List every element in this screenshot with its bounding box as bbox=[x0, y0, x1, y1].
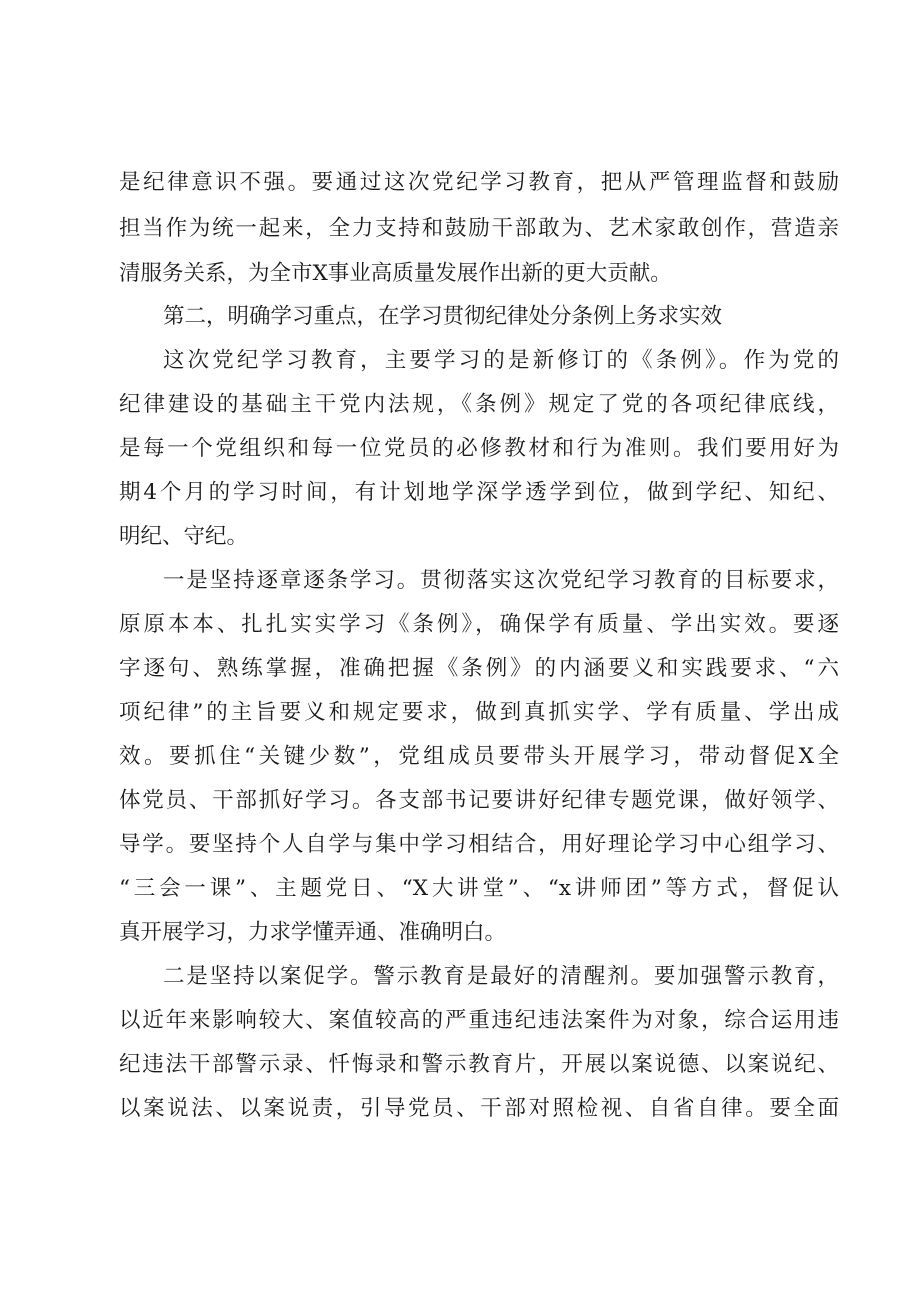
body-line: 原原本本、扎扎实实学习《条例》，确保学有质量、学出实效。要逐 bbox=[119, 612, 839, 637]
body-line: 以案说法、以案说责，引导党员、干部对照检视、自省自律。要全面 bbox=[119, 1096, 839, 1121]
body-line: 纪违法干部警示录、忏悔录和警示教育片，开展以案说德、以案说纪、 bbox=[119, 1052, 839, 1077]
body-line: 二是坚持以案促学。警示教育是最好的清醒剂。要加强警示教育， bbox=[163, 964, 839, 989]
body-line: 体党员、干部抓好学习。各支部书记要讲好纪律专题党课，做好领学、 bbox=[119, 788, 839, 813]
body-line: 这次党纪学习教育，主要学习的是新修订的《条例》。作为党的 bbox=[163, 348, 839, 373]
body-line: 字逐句、熟练掌握，准确把握《条例》的内涵要义和实践要求、“六 bbox=[119, 656, 839, 681]
body-line: 担当作为统一起来，全力支持和鼓励干部敢为、艺术家敢创作，营造亲 bbox=[119, 216, 839, 241]
body-line: “三会一课”、主题党日、“X大讲堂”、“x讲师团”等方式，督促认 bbox=[119, 876, 839, 901]
body-line: 导学。要坚持个人自学与集中学习相结合，用好理论学习中心组学习、 bbox=[119, 832, 839, 857]
body-line: 期4个月的学习时间，有计划地学深学透学到位，做到学纪、知纪、 bbox=[119, 480, 839, 505]
body-line: 项纪律”的主旨要义和规定要求，做到真抓实学、学有质量、学出成 bbox=[119, 700, 839, 725]
body-line: 是每一个党组织和每一位党员的必修教材和行为准则。我们要用好为 bbox=[119, 436, 839, 461]
body-line: 一是坚持逐章逐条学习。贯彻落实这次党纪学习教育的目标要求， bbox=[163, 568, 839, 593]
body-line: 真开展学习，力求学懂弄通、准确明白。 bbox=[119, 920, 507, 945]
body-line: 明纪、守纪。 bbox=[119, 524, 249, 549]
body-line: 清服务关系，为全市X事业高质量发展作出新的更大贡献。 bbox=[119, 261, 672, 286]
section-heading: 第二，明确学习重点，在学习贯彻纪律处分条例上务求实效 bbox=[163, 304, 723, 329]
body-line: 以近年来影响较大、案值较高的严重违纪违法案件为对象，综合运用违 bbox=[119, 1008, 839, 1033]
body-line: 效。要抓住“关键少数”，党组成员要带头开展学习，带动督促X全 bbox=[119, 744, 839, 769]
body-line: 纪律建设的基础主干党内法规，《条例》规定了党的各项纪律底线， bbox=[119, 392, 839, 417]
body-line: 是纪律意识不强。要通过这次党纪学习教育，把从严管理监督和鼓励 bbox=[119, 170, 839, 195]
